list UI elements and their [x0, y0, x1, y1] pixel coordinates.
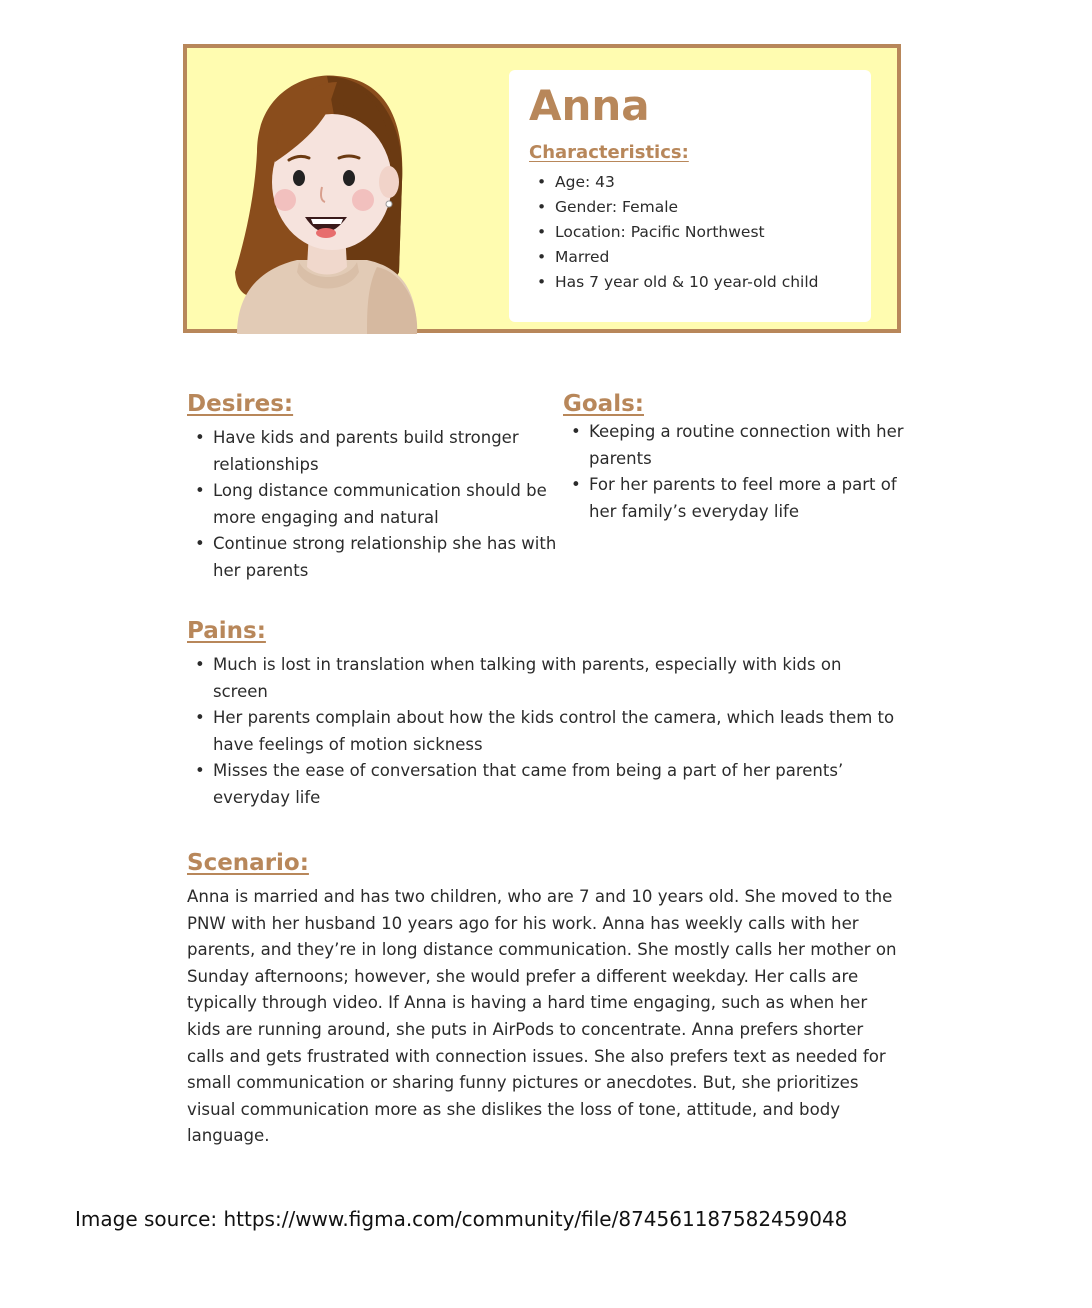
persona-header-card	[183, 44, 901, 333]
list-item: • Her parents complain about how the kids control the camera, which leads them to have feelings of motion sickness	[187, 705, 897, 758]
list-item: • Have kids and parents build stronger relationships	[187, 425, 563, 478]
list-item: • Keeping a routine connection with her parents	[563, 419, 908, 472]
list-item: • Has 7 year old & 10 year-old child	[529, 270, 851, 295]
goals-list	[563, 419, 908, 525]
desires-list	[187, 425, 563, 585]
list-item: • For her parents to feel more a part of her family’s everyday life	[563, 472, 908, 525]
goals-section	[563, 389, 908, 525]
goals-title: Goals:	[563, 391, 644, 417]
characteristics-list	[529, 170, 851, 295]
scenario-section	[187, 848, 899, 1150]
list-item: • Age: 43	[529, 170, 851, 195]
list-item: • Continue strong relationship she has with her parents	[187, 531, 563, 584]
characteristics-title: Characteristics:	[529, 142, 689, 163]
list-item: • Long distance communication should be more engaging and natural	[187, 478, 563, 531]
list-item: • Gender: Female	[529, 195, 851, 220]
list-item: • Location: Pacific Northwest	[529, 220, 851, 245]
list-item: • Misses the ease of conversation that came from being a part of her parents’ everyday life	[187, 758, 897, 811]
characteristics-panel	[509, 70, 871, 322]
persona-name: Anna	[529, 81, 650, 130]
pains-title: Pains:	[187, 618, 266, 644]
list-item: • Much is lost in translation when talking with parents, especially with kids on screen	[187, 652, 897, 705]
desires-section	[187, 389, 563, 585]
list-item: • Marred	[529, 245, 851, 270]
scenario-title: Scenario:	[187, 850, 309, 876]
pains-list	[187, 652, 897, 812]
image-source-caption: Image source: https://www.figma.com/community/file/874561187582459048	[75, 1207, 848, 1231]
avatar	[227, 72, 427, 334]
scenario-text: Anna is married and has two children, who are 7 and 10 years old. She moved to the PNW with her husband 10 years ago for his work. Anna has weekly calls with her parents, and they’re in long distance communication. She mostly calls her mother on Sunday afternoons; however, she would prefer a different weekday. Her calls are typically through video. If Anna is having a hard time engaging, such as when her kids are running around, she puts in AirPods to concentrate. Anna prefers shorter calls and gets frustrated with connection issues. She also prefers text as needed for small communication or sharing funny pictures or anecdotes. But, she prioritizes visual communication more as she dislikes the loss of tone, attitude, and body language.	[187, 887, 897, 1146]
pains-section	[187, 616, 897, 812]
desires-title: Desires:	[187, 391, 294, 417]
